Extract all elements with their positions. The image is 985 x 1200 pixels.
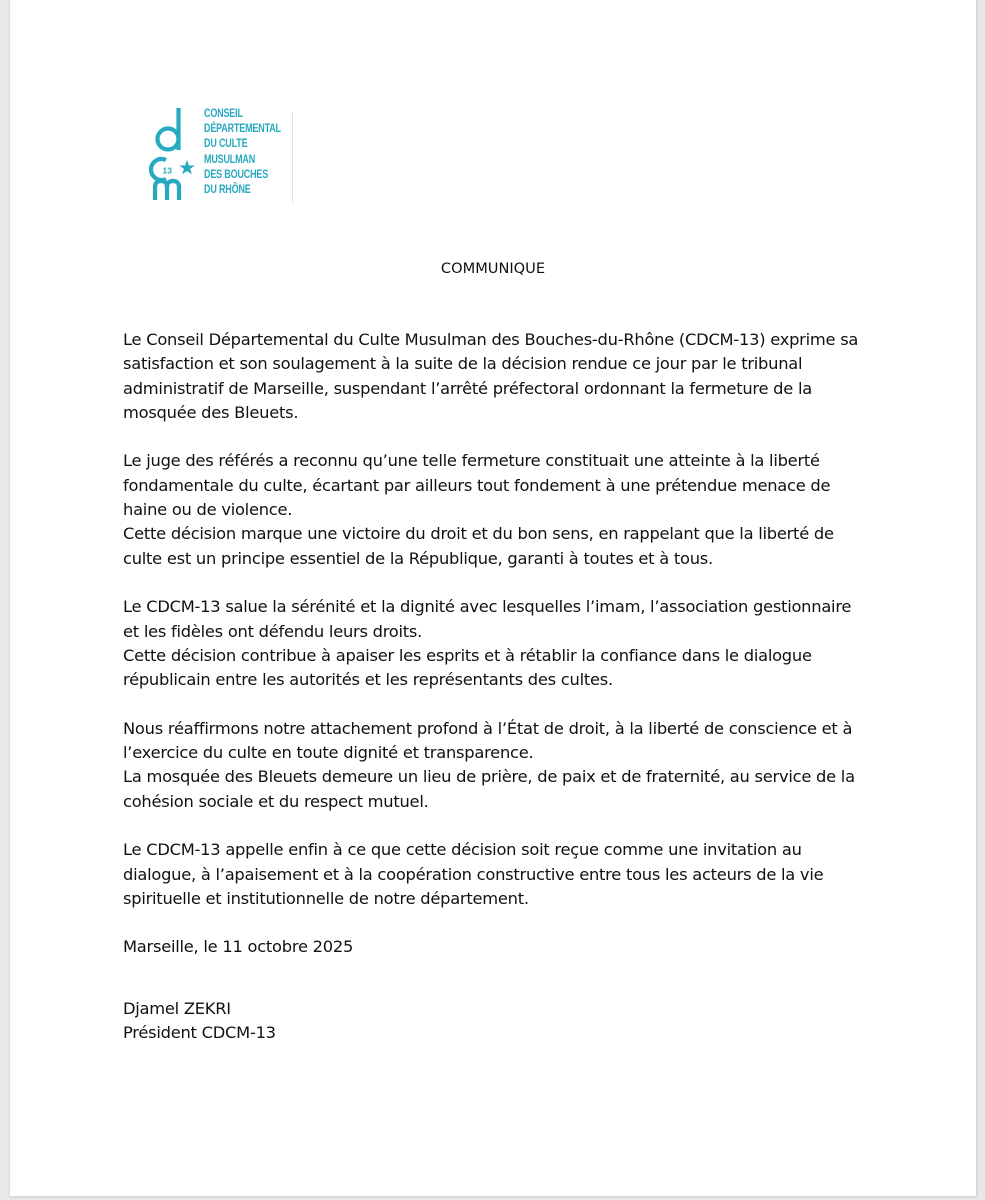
- text-line: Nous réaffirmons notre attachement profond à l’État de droit, à la liberté de conscience et à: [123, 718, 853, 738]
- signature-block: [123, 997, 276, 1046]
- paragraph: [123, 449, 883, 570]
- text-line: Le juge des référés a reconnu qu’une telle fermeture constituait une atteinte à la liberté: [123, 451, 820, 471]
- text-line: spirituelle et institutionnelle de notre département.: [123, 888, 529, 908]
- paragraph: [123, 717, 883, 814]
- text-line: cohésion sociale et du respect mutuel.: [123, 791, 429, 811]
- text-line: Le CDCM-13 salue la sérénité et la dignité avec lesquelles l’imam, l’association gestionnaire: [123, 597, 852, 617]
- organization-logo: [135, 100, 305, 210]
- text-line: Le CDCM-13 appelle enfin à ce que cette décision soit reçue comme une invitation au: [123, 840, 802, 860]
- paragraph: [123, 595, 883, 692]
- text-line: mosquée des Bleuets.: [123, 402, 299, 422]
- logo-wordmark: [204, 107, 281, 198]
- text-line: Marseille, le 11 octobre 2025: [123, 937, 354, 957]
- cdcm-logo-icon: [147, 108, 203, 200]
- text-line: l’exercice du culte en toute dignité et transparence.: [123, 743, 534, 763]
- signatory-role: Président CDCM-13: [123, 1023, 276, 1043]
- paragraph: [123, 328, 883, 425]
- document-page: [10, 0, 977, 1197]
- document-title: COMMUNIQUE: [440, 260, 546, 277]
- paragraph: [123, 838, 883, 911]
- logo-line: DU RHÔNE: [204, 184, 251, 197]
- text-line: dialogue, à l’apaisement et à la coopération constructive entre tous les acteurs de la vie: [123, 864, 824, 884]
- svg-text:13: 13: [162, 165, 172, 176]
- text-line: haine ou de violence.: [123, 500, 293, 520]
- logo-line: CONSEIL: [204, 108, 243, 120]
- text-line: La mosquée des Bleuets demeure un lieu de prière, de paix et de fraternité, au service de la: [123, 767, 855, 787]
- date-line: [123, 935, 883, 959]
- text-line: républicain entre les autorités et les représentants des cultes.: [123, 670, 613, 690]
- text-line: Cette décision marque une victoire du droit et du bon sens, en rappelant que la liberté de: [123, 524, 834, 544]
- text-line: culte est un principe essentiel de la République, garanti à toutes et à tous.: [123, 548, 713, 568]
- text-line: fondamentale du culte, écartant par ailleurs tout fondement à une prétendue menace de: [123, 475, 831, 495]
- document-body: [123, 328, 883, 984]
- logo-divider: [292, 112, 293, 204]
- text-line: Le Conseil Départemental du Culte Musulman des Bouches-du-Rhône (CDCM-13) exprime sa: [123, 330, 859, 349]
- text-line: administratif de Marseille, suspendant l’arrêté préfectoral ordonnant la fermeture de la: [123, 378, 812, 398]
- logo-line: DES BOUCHES: [204, 168, 269, 181]
- text-line: Cette décision contribue à apaiser les esprits et à rétablir la confiance dans le dialogue: [123, 645, 812, 665]
- logo-line: DÉPARTEMENTAL: [204, 123, 281, 136]
- text-line: et les fidèles ont défendu leurs droits.: [123, 621, 423, 641]
- logo-line: DU CULTE: [204, 138, 248, 151]
- signatory-name: Djamel ZEKRI: [123, 999, 231, 1018]
- logo-line: MUSULMAN: [204, 153, 256, 166]
- text-line: satisfaction et son soulagement à la suite de la décision rendue ce jour par le tribunal: [123, 354, 803, 374]
